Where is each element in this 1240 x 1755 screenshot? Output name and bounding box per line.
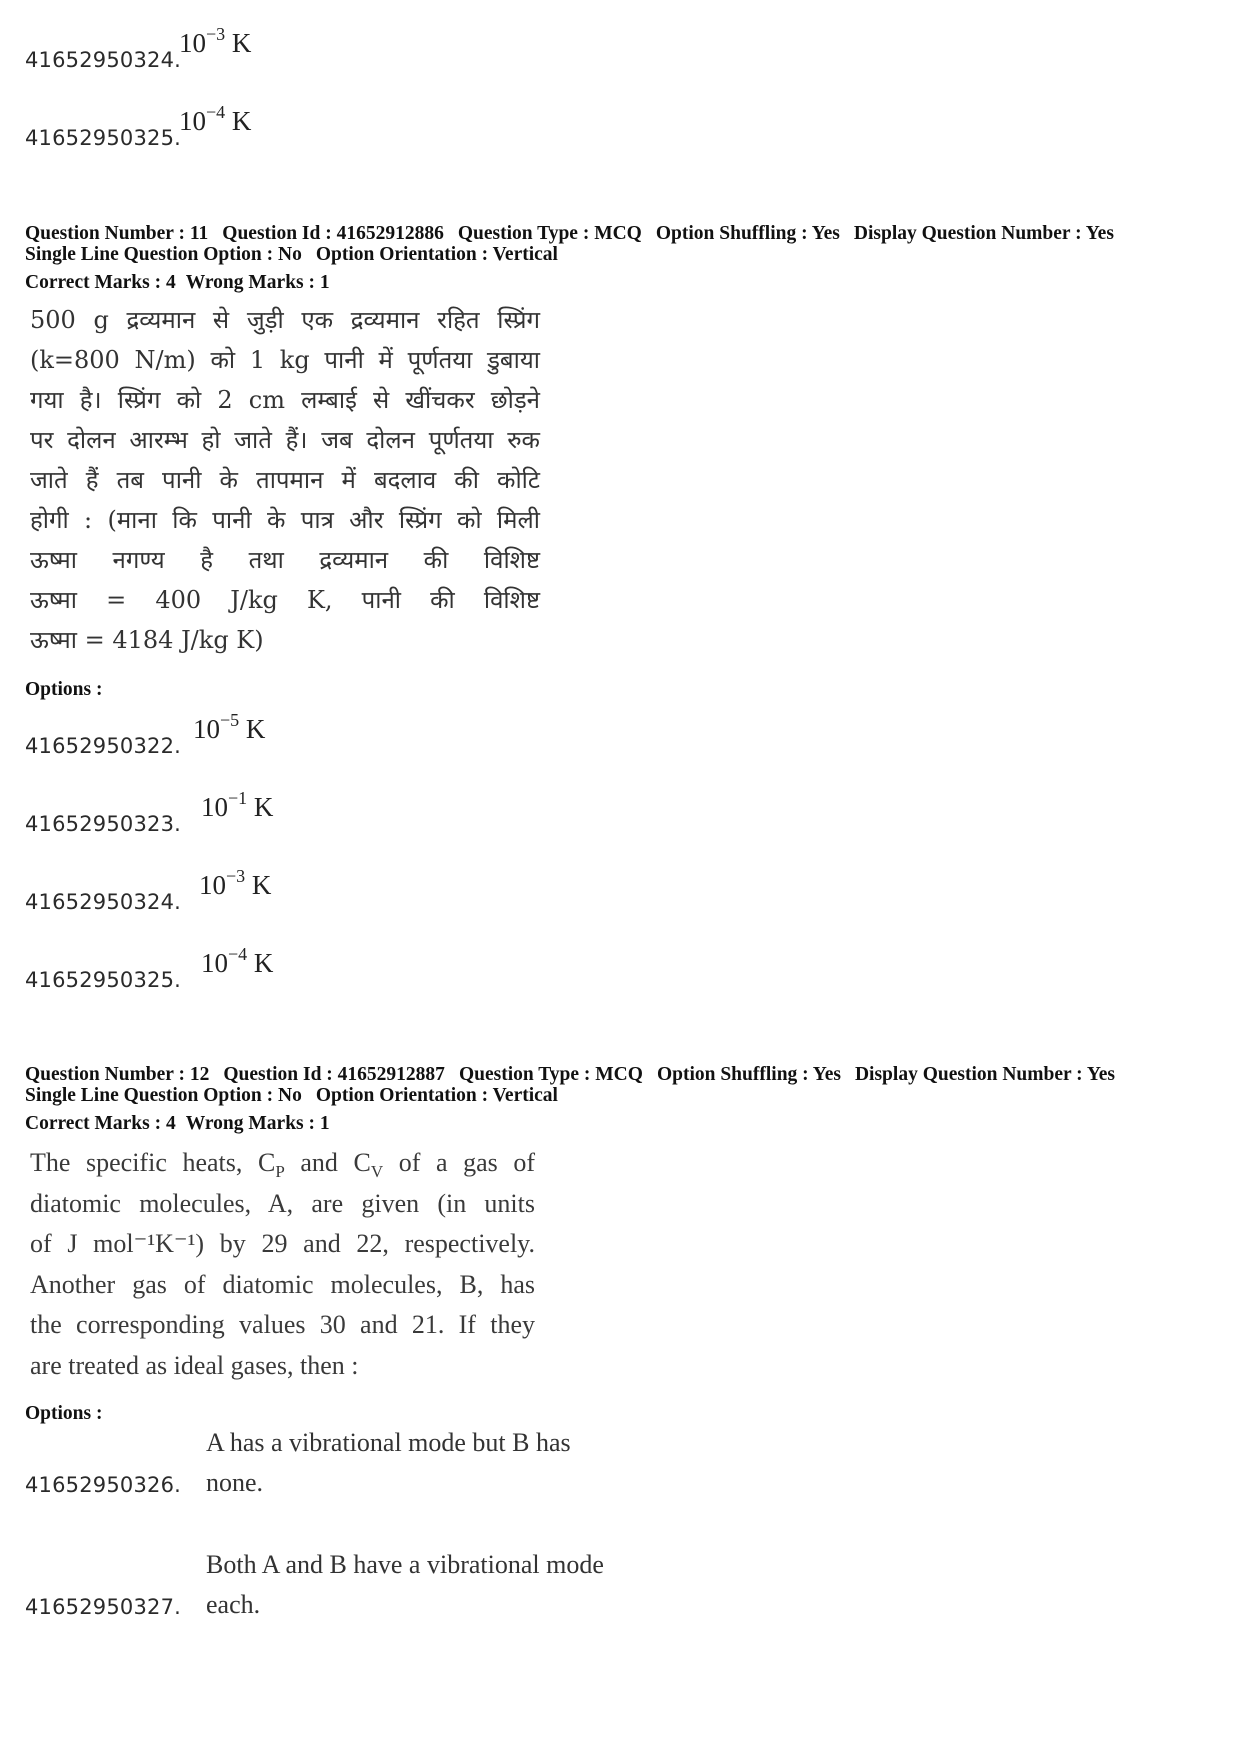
question-marks: Correct Marks : 4 Wrong Marks : 1 [25,1113,330,1134]
option-id: 41652950322. [25,734,182,758]
option-text-line: Both A and B have a vibrational mode [206,1550,604,1579]
question-header-line2: Single Line Question Option : No Option Orientation : Vertical [25,244,558,265]
options-label: Options : [25,1403,103,1424]
question-text-line: (k=800 N/m) को 1 kg पानी में पूर्णतया डुबाया [30,346,540,374]
option-text-line: each. [206,1590,261,1619]
option-value: $10^{-1}$ K [201,788,274,822]
question-text-line: गया है। स्प्रिंग को 2 cm लम्बाई से खींचकर छोड़ने [30,386,540,414]
option-row [25,944,274,992]
options-label: Options : [25,679,103,700]
question-text-line: होगी : (माना कि पानी के पात्र और स्प्रिंग को मिली [30,506,540,534]
question-text-line: the corresponding values 30 and 21. If they [30,1310,535,1339]
option-id: 41652950327. [25,1595,182,1619]
question-text [30,300,540,660]
question-text-line: of J mol⁻¹K⁻¹) by 29 and 22, respectively. [30,1229,535,1258]
question-header: Question Number : 11 Question Id : 41652912886 Question Type : MCQ Option Shuffling : Yes Display Question Number : Yes [25,223,1114,244]
option-id: 41652950325. [25,968,182,992]
question-text-line: ऊष्मा नगण्य है तथा द्रव्यमान की विशिष्ट [30,546,540,574]
question-header: Question Number : 12 Question Id : 41652912887 Question Type : MCQ Option Shuffling : Yes Display Question Number : Yes [25,1064,1115,1085]
question-text-line: diatomic molecules, A, are given (in units [30,1188,535,1218]
question-text-line: Another gas of diatomic molecules, B, has [30,1269,535,1299]
option-text-line: none. [206,1468,264,1497]
option-row [25,866,272,914]
option-value: $10^{-4}$ K [201,944,274,978]
question-header-line2: Single Line Question Option : No Option Orientation : Vertical [25,1085,558,1106]
option-id: 41652950324. [25,48,182,72]
question-text-line: are treated as ideal gases, then : [30,1350,359,1380]
option-row [25,788,274,836]
question-text-line: The specific heats, $C_P$ and $C_V$ of a gas of [30,1148,536,1182]
option-row [25,102,252,150]
option-id: 41652950324. [25,890,182,914]
option-text [206,1545,646,1625]
question-text [30,1143,535,1386]
option-value: $10^{-3}$ K [179,24,252,58]
question-marks: Correct Marks : 4 Wrong Marks : 1 [25,272,330,293]
option-value: $10^{-5}$ K [193,710,266,744]
option-value: $10^{-3}$ K [199,866,272,900]
option-id: 41652950326. [25,1473,182,1497]
option-row [25,24,252,72]
option-row [25,710,266,758]
question-text-line: ऊष्मा = 4184 J/kg K) [30,626,264,654]
question-text-line: पर दोलन आरम्भ हो जाते हैं। जब दोलन पूर्णतया रुक [30,426,540,454]
option-id: 41652950325. [25,126,182,150]
question-text-line: जाते हैं तब पानी के तापमान में बदलाव की कोटि [30,466,540,494]
option-value: $10^{-4}$ K [179,102,252,136]
option-text-line: A has a vibrational mode but B has [206,1428,571,1457]
option-id: 41652950323. [25,812,182,836]
question-text-line: ऊष्मा = 400 J/kg K, पानी की विशिष्ट [30,586,540,614]
option-text [206,1423,646,1503]
question-text-line: 500 g द्रव्यमान से जुड़ी एक द्रव्यमान रहित स्प्रिंग [30,306,540,334]
